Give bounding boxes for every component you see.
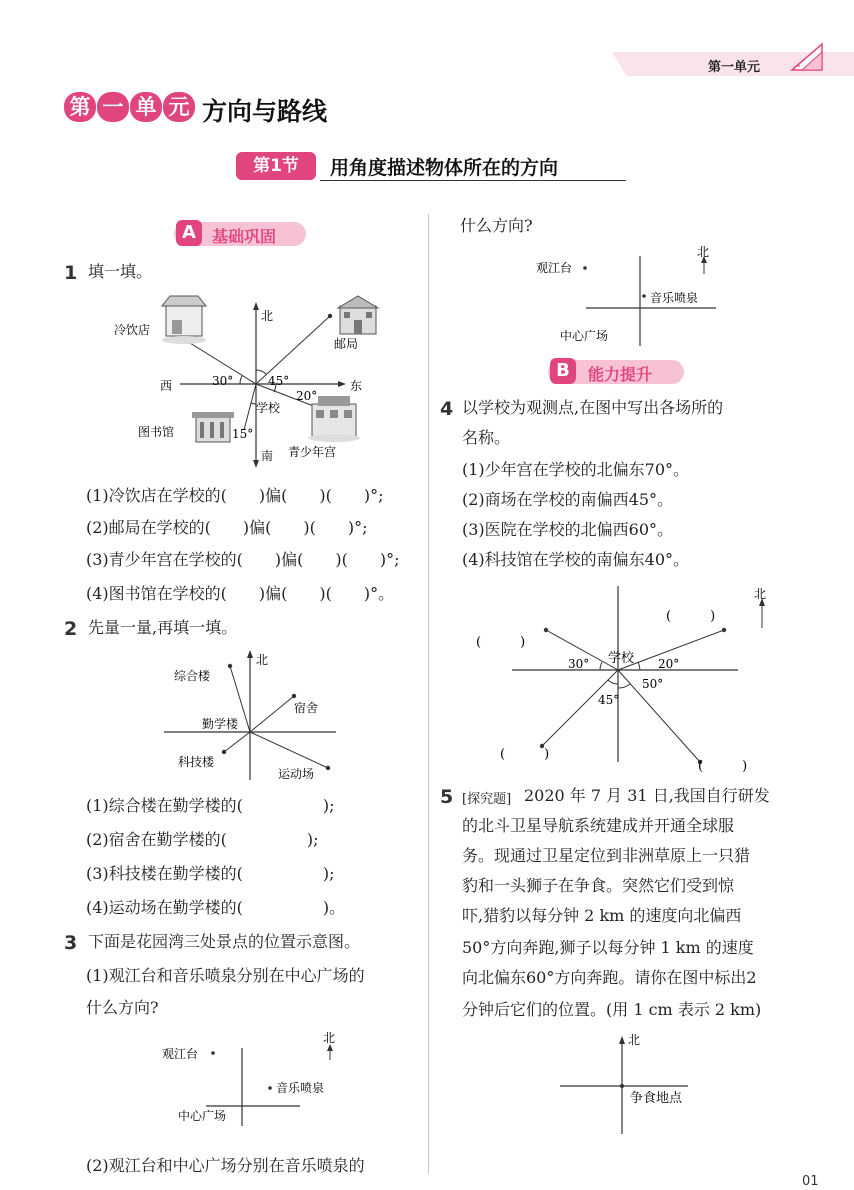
q4-blank-ne: ( ) [666,609,716,624]
q4-a50: 50° [642,677,664,691]
q5-tag: [探究题] [462,792,512,807]
q3-sub2-line1: (2)观江台和中心广场分别在音乐喷泉的 [86,1156,365,1175]
q1-a20: 20° [296,389,318,403]
q5-point: 争食地点 [630,1091,683,1106]
q4-blank-sw: ( ) [500,747,550,762]
q1-qingshaonian: 青少年宫 [288,445,337,459]
section-title: 用角度描述物体所在的方向 [330,157,559,179]
q3f1-guanjiang: 观江台 [162,1047,199,1061]
q5-line-1: 2020 年 7 月 31 日,我国自行研发 [524,786,770,805]
q3f1-yinyue: 音乐喷泉 [276,1081,325,1095]
library-icon [192,412,234,442]
q1-youju: 邮局 [334,337,359,351]
column-divider [428,214,429,1174]
q1-south: 南 [261,449,274,463]
q1-number: 1 [64,262,78,284]
page-number: 01 [802,1174,819,1189]
q1-item-4: (4)图书馆在学校的( )偏( )( )°。 [86,584,395,603]
part-a-label: 基础巩固 [212,227,277,246]
part-b-label: 能力提升 [588,365,653,384]
q4-stem-2: 名称。 [462,428,511,447]
q5-number: 5 [440,786,454,808]
q4-a20: 20° [658,657,680,671]
q1-a30: 30° [212,374,234,388]
part-a-letter: A [176,220,202,246]
q4-item-2: (2)商场在学校的南偏西45°。 [462,490,674,509]
q1-item-1: (1)冷饮店在学校的( )偏( )( )°; [86,486,384,505]
q3-sub2-line2: 什么方向? [460,216,533,235]
q1-a45: 45° [268,374,290,388]
q1-tushuguan: 图书馆 [138,425,175,439]
q4-blank-nw: ( ) [476,635,526,650]
q5-line-7: 向北偏东60°方向奔跑。请你在图中标出2 [462,968,757,987]
section-underline [320,180,626,181]
q3-number: 3 [64,932,78,954]
q3f2-north: 北 [697,245,710,259]
cold-drink-shop-icon [162,296,206,344]
part-b-letter: B [550,358,576,384]
q3f1-north: 北 [323,1031,336,1045]
q4-number: 4 [440,398,454,420]
q4-blank-se: ( ) [698,759,748,774]
q5-north: 北 [628,1033,641,1047]
header-unit-label: 第一单元 [708,60,761,75]
q1-diagram [108,292,398,472]
q4-a30: 30° [568,657,590,671]
q4-item-1: (1)少年宫在学校的北偏东70°。 [462,460,690,479]
q1-lengfei: 冷饮店 [114,323,151,337]
q5-line-4: 豹和一头狮子在争食。突然它们受到惊 [462,876,735,895]
unit-title: 方向与路线 [202,97,328,126]
q2-diagram [160,648,350,784]
q2-item-1: (1)综合楼在勤学楼的( ); [86,796,335,815]
q1-west: 西 [160,379,173,393]
section-badge: 第1节 [236,152,316,180]
q2-center: 勤学楼 [202,717,239,731]
q3-diagram-1 [160,1030,350,1130]
q4-item-3: (3)医院在学校的北偏西60°。 [462,520,674,539]
q5-line-6: 50°方向奔跑,狮子以每分钟 1 km 的速度 [462,938,754,957]
q5-line-8: 分钟后它们的位置。(用 1 cm 表示 2 km) [462,1000,762,1019]
q2-keji: 科技楼 [178,755,215,769]
ruler-icon [788,40,828,74]
q5-line-5: 吓,猎豹以每分钟 2 km 的速度向北偏西 [462,906,742,925]
q3f2-yinyue: 音乐喷泉 [650,291,699,305]
q4-stem-1: 以学校为观测点,在图中写出各场所的 [462,398,724,417]
q3f1-zhongxin: 中心广场 [178,1109,227,1123]
q1-item-2: (2)邮局在学校的( )偏( )( )°; [86,518,368,537]
q5-diagram [556,1030,716,1140]
q2-sushe: 宿舍 [294,701,319,715]
q2-yundong: 运动场 [278,767,315,781]
q2-zonghe: 综合楼 [174,669,211,683]
q3f2-guanjiang: 观江台 [536,261,573,275]
q2-north: 北 [256,653,269,667]
q4-item-4: (4)科技馆在学校的南偏东40°。 [462,550,690,569]
q4-diagram [460,580,790,776]
q2-item-3: (3)科技楼在勤学楼的( ); [86,864,335,883]
q1-north: 北 [261,309,274,323]
q4-center: 学校 [608,651,635,666]
q1-item-3: (3)青少年宫在学校的( )偏( )( )°; [86,550,400,569]
q2-stem: 先量一量,再填一填。 [88,618,238,637]
unit-title-badge: 第 一 单 元 [64,92,195,122]
q4-a45: 45° [598,693,620,707]
q5-line-3: 务。现通过卫星定位到非洲草原上一只猎 [462,846,751,865]
q2-item-2: (2)宿舍在勤学楼的( ); [86,830,319,849]
q1-a15: 15° [232,427,254,441]
q3-diagram-2 [520,244,740,348]
q3-stem: 下面是花园湾三处景点的位置示意图。 [88,932,361,951]
q2-number: 2 [64,618,78,640]
q3-sub1-line2: 什么方向? [86,998,159,1017]
q5-line-2: 的北斗卫星导航系统建成并开通全球服 [462,816,735,835]
q1-east: 东 [350,379,363,393]
q3-sub1-line1: (1)观江台和音乐喷泉分别在中心广场的 [86,966,365,985]
q1-center: 学校 [256,401,281,415]
post-office-icon [338,296,378,334]
q3f2-zhongxin: 中心广场 [560,329,609,343]
q1-stem: 填一填。 [88,262,153,281]
q2-item-4: (4)运动场在勤学楼的( )。 [86,898,346,917]
q4-north: 北 [754,587,767,601]
